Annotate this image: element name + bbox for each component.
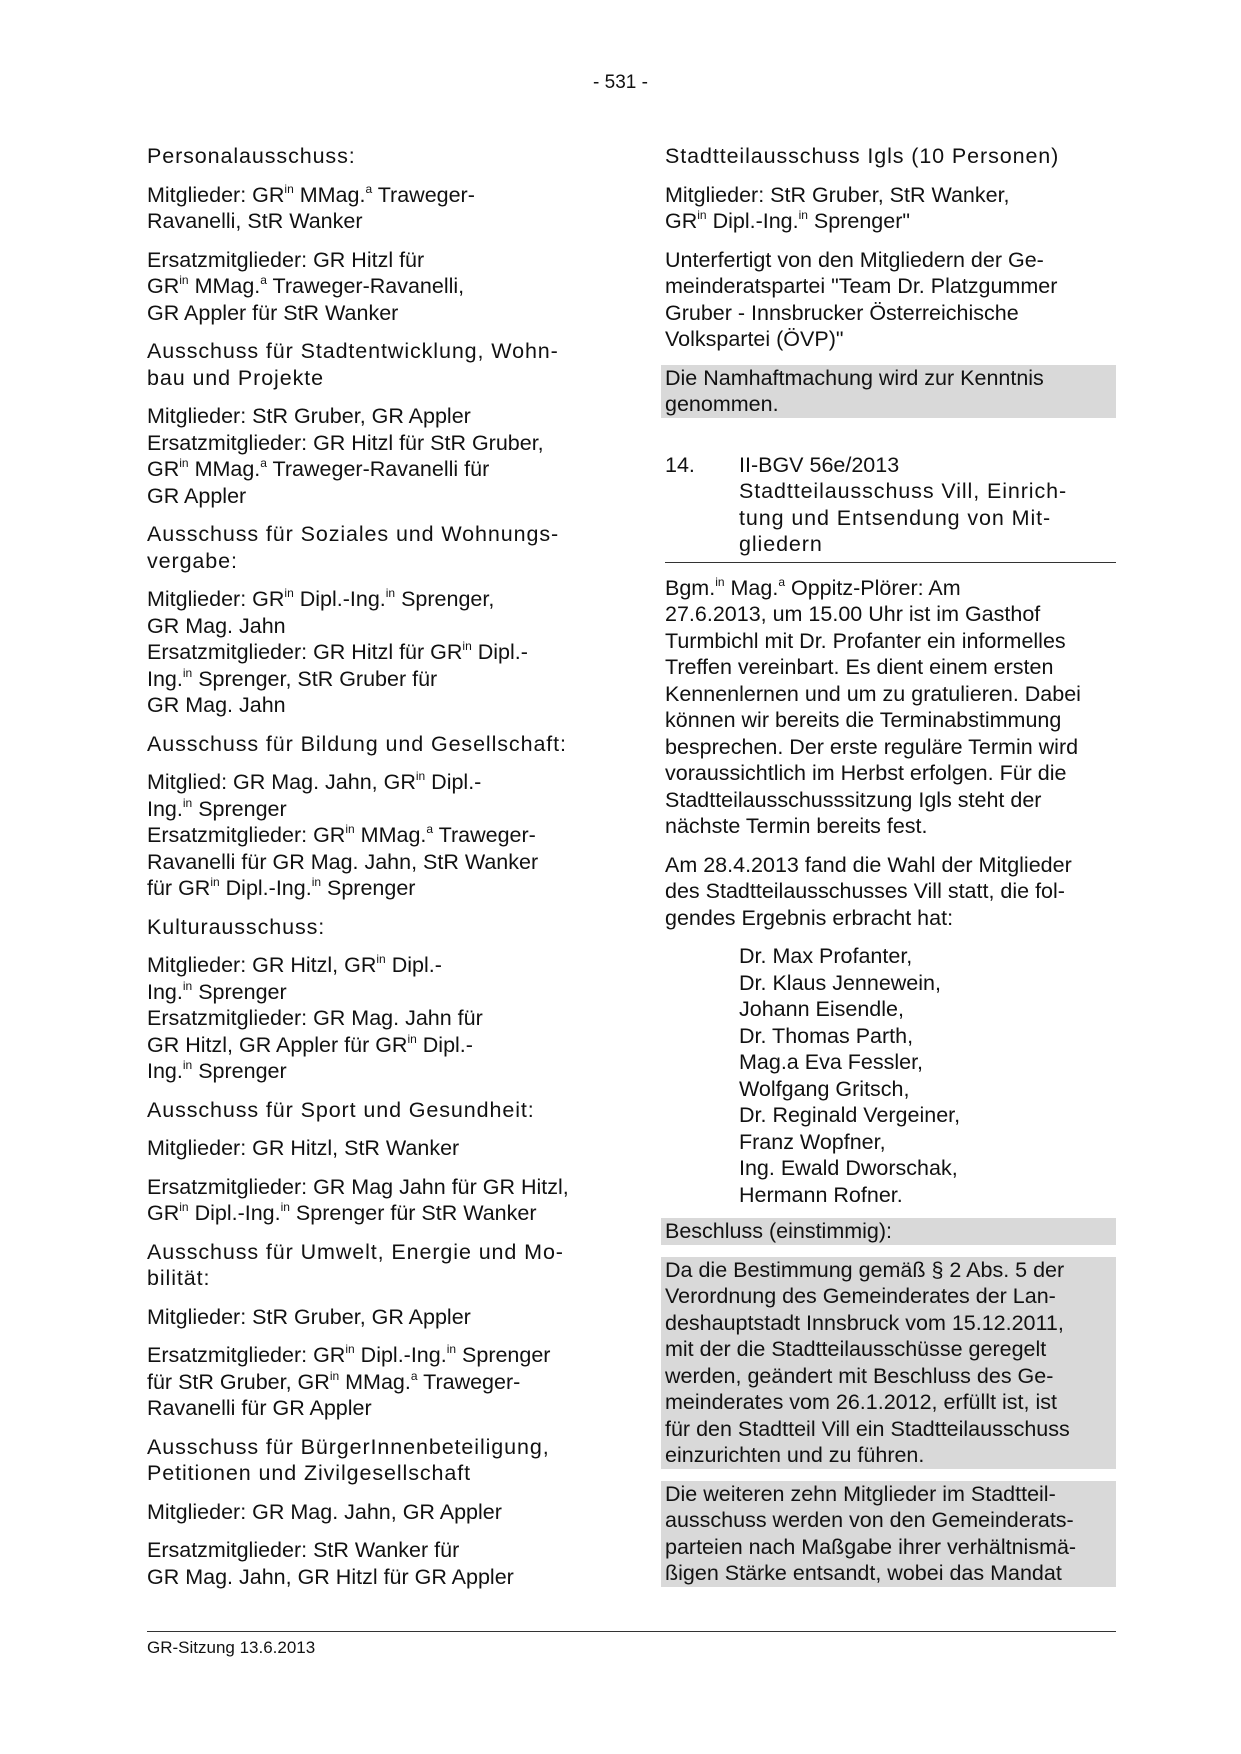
members-paragraph: Mitglieder: GR Hitzl, StR Wanker bbox=[147, 1136, 460, 1160]
resolution-text: Da die Bestimmung gemäß § 2 Abs. 5 der Verordnung des Gemeinderates der Lan- deshauptstadt Innsbruck vom 15.12.2011, mit der die Stadtteilausschüsse geregelt werden, geändert mit Beschluss des Ge- meinderates vom 26.1.2012, erfüllt ist, ist für den Stadtteil Vill ein Stadtteilausschuss einzurichten und zu führen. bbox=[661, 1257, 1116, 1469]
footer-divider bbox=[147, 1631, 1116, 1632]
resolution-label: Beschluss (einstimmig): bbox=[661, 1218, 1116, 1245]
list-item: Dr. Max Profanter, bbox=[739, 944, 913, 968]
list-item: Wolfgang Gritsch, bbox=[739, 1076, 910, 1101]
committee-heading: Ausschuss für Stadtentwicklung, Wohn- bau und Projekte bbox=[147, 339, 559, 390]
committee-heading: Personalausschuss: bbox=[147, 144, 356, 168]
agenda-item-code: II-BGV 56e/2013 bbox=[739, 452, 900, 477]
list-item: Ing. Ewald Dworschak, bbox=[739, 1156, 958, 1180]
members-paragraph: Mitglied: GR Mag. Jahn, $GR^{in}$ Dipl.- Ing.$^{in}$ Sprenger Ersatzmitglieder: $GR^{in}$ MMag.$^a$ Traweger- Ravanelli für GR Mag. Jahn, StR Wanker für $GR^{in}$ Dipl.-Ing.$^{in}$ Sprenger bbox=[147, 769, 539, 900]
members-paragraph: Mitglieder: $GR^{in}$ MMag.$^a$ Traweger- Ravanelli, StR Wanker bbox=[147, 181, 475, 233]
substitutes-paragraph: Ersatzmitglieder: StR Wanker für GR Mag. Jahn, GR Hitzl für GR Appler bbox=[147, 1538, 514, 1589]
list-item: Dr. Thomas Parth, bbox=[739, 1023, 914, 1048]
list-item: Franz Wopfner, bbox=[739, 1129, 886, 1154]
right-column bbox=[665, 143, 1116, 1599]
members-paragraph: Mitglieder: GR Mag. Jahn, GR Appler bbox=[147, 1499, 502, 1524]
committee-heading: Ausschuss für Soziales und Wohnungs- vergabe: bbox=[147, 522, 560, 573]
members-paragraph: Mitglieder: StR Gruber, GR Appler Ersatzmitglieder: GR Hitzl für StR Gruber, $GR^{in}$ MMag.$^a$ Traweger-Ravanelli für GR Appler bbox=[147, 404, 544, 508]
agenda-item-header bbox=[665, 452, 1116, 479]
list-item: Mag.a Eva Fessler, bbox=[739, 1050, 924, 1074]
members-paragraph: Mitglieder: StR Gruber, StR Wanker, $GR^{in}$ Dipl.-Ing.$^{in}$ Sprenger" bbox=[665, 182, 1010, 233]
members-paragraph: Mitglieder: GR Hitzl, $GR^{in}$ Dipl.- Ing.$^{in}$ Sprenger Ersatzmitglieder: GR Mag. Jahn für GR Hitzl, GR Appler für $GR^{in}$ Dipl.- Ing.$^{in}$ Sprenger bbox=[147, 952, 483, 1083]
signature-paragraph: Unterfertigt von den Mitgliedern der Ge- meinderatspartei "Team Dr. Platzgummer Gruber - Innsbrucker Österreichische Volkspartei (ÖVP)" bbox=[665, 247, 1058, 351]
substitutes-paragraph: Ersatzmitglieder: GR Hitzl für $GR^{in}$ MMag.$^a$ Traweger-Ravanelli, GR Appler für StR Wanker bbox=[147, 247, 465, 325]
statement-paragraph: Bgm.$^{in}$ Mag.$^a$ Oppitz-Plörer: Am 27.6.2013, um 15.00 Uhr ist im Gasthof Turmbichl mit Dr. Profanter ein informelles Treffen vereinbart. Es dient einem ersten Kennenlernen und um zu gratulieren. Dabei können wir bereits die Terminabstimmung besprechen. Der erste reguläre Termin wird voraussichtlich im Herbst erfolgen. Für die Stadtteilausschusssitzung Igls steht der nächste Termin bereits fest. bbox=[665, 574, 1081, 838]
agenda-item-number: 14. bbox=[665, 452, 695, 477]
committee-heading: Stadtteilausschuss Igls (10 Personen) bbox=[665, 144, 1060, 168]
list-item: Dr. Klaus Jennewein, bbox=[739, 970, 941, 995]
footer-session-label: GR-Sitzung 13.6.2013 bbox=[147, 1638, 316, 1657]
substitutes-paragraph: Ersatzmitglieder: $GR^{in}$ Dipl.-Ing.$^{in}$ Sprenger für StR Gruber, $GR^{in}$ MMag.$^a$ Traweger- Ravanelli für GR Appler bbox=[147, 1342, 551, 1420]
committee-heading: Ausschuss für Sport und Gesundheit: bbox=[147, 1097, 535, 1122]
committee-heading: Ausschuss für BürgerInnenbeteiligung, Petitionen und Zivilgesellschaft bbox=[147, 1434, 550, 1485]
resolution-box: Die Namhaftmachung wird zur Kenntnis genommen. bbox=[661, 365, 1116, 418]
page-number: - 531 - bbox=[593, 72, 648, 93]
election-paragraph: Am 28.4.2013 fand die Wahl der Mitglieder des Stadtteilausschusses Vill statt, die fol- gendes Ergebnis erbracht hat: bbox=[665, 852, 1072, 930]
agenda-item-title: Stadtteilausschuss Vill, Einrich- tung und Entsendung von Mit- gliedern bbox=[665, 478, 1116, 563]
committee-heading: Kulturausschuss: bbox=[147, 914, 326, 939]
resolution-text: Die weiteren zehn Mitglieder im Stadtteil- ausschuss werden von den Gemeinderats- parteien nach Maßgabe ihrer verhältnismä- ßigen Stärke entsandt, wobei das Mandat bbox=[661, 1481, 1116, 1587]
list-item: Hermann Rofner. bbox=[739, 1182, 903, 1207]
elected-members-list bbox=[665, 943, 1116, 1208]
members-paragraph: Mitglieder: StR Gruber, GR Appler bbox=[147, 1304, 471, 1329]
left-column bbox=[147, 143, 602, 1602]
committee-heading: Ausschuss für Bildung und Gesellschaft: bbox=[147, 731, 567, 756]
list-item: Johann Eisendle, bbox=[739, 997, 904, 1021]
members-paragraph: Mitglieder: $GR^{in}$ Dipl.-Ing.$^{in}$ Sprenger, GR Mag. Jahn Ersatzmitglieder: GR Hitzl für $GR^{in}$ Dipl.- Ing.$^{in}$ Sprenger, StR Gruber für GR Mag. Jahn bbox=[147, 586, 528, 717]
list-item: Dr. Reginald Vergeiner, bbox=[739, 1103, 961, 1127]
substitutes-paragraph: Ersatzmitglieder: GR Mag Jahn für GR Hitzl, $GR^{in}$ Dipl.-Ing.$^{in}$ Sprenger für StR Wanker bbox=[147, 1174, 569, 1225]
committee-heading: Ausschuss für Umwelt, Energie und Mo- bilität: bbox=[147, 1239, 564, 1290]
